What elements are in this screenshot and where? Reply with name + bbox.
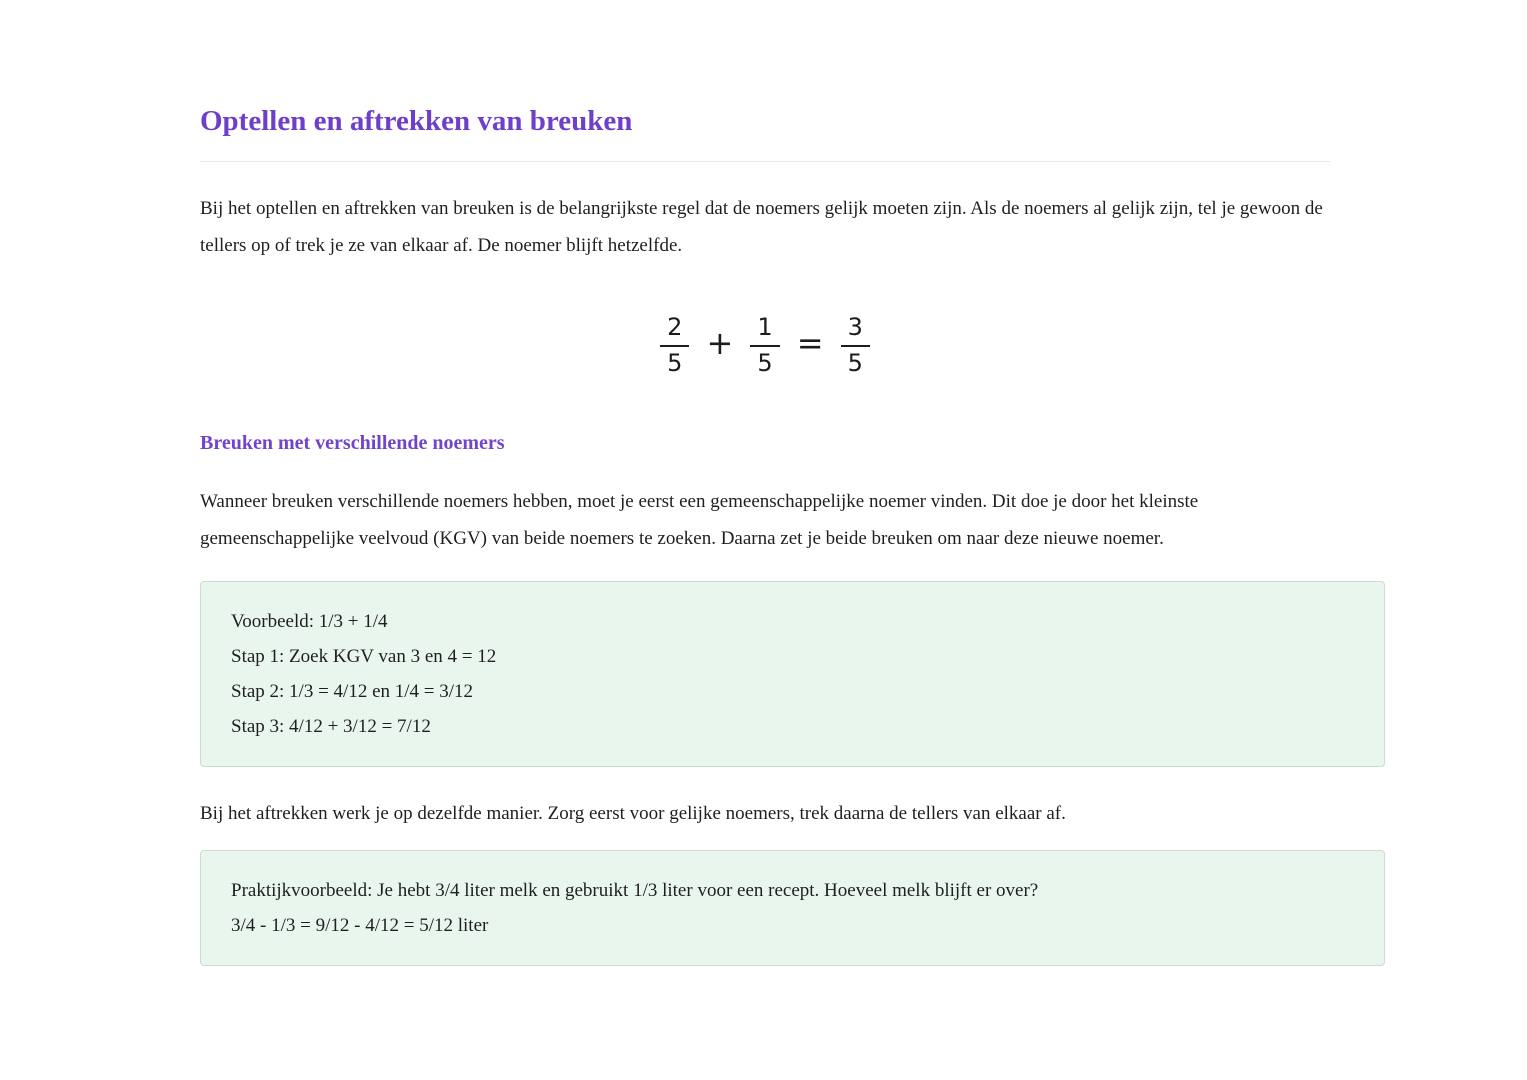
article-content [200, 105, 1385, 966]
practice-line: 3/4 - 1/3 = 9/12 - 4/12 = 5/12 liter [231, 915, 489, 937]
fraction-denominator: 5 [757, 348, 773, 377]
fraction-numerator: 3 [841, 314, 870, 346]
practice-line: Praktijkvoorbeeld: Je hebt 3/4 liter melk en gebruikt 1/3 liter voor een recept. Hoeveel melk blijft er over? [231, 880, 1039, 902]
plus-operator: + [706, 324, 734, 363]
equals-operator: = [796, 324, 824, 363]
fraction-second [750, 314, 779, 376]
fraction-first [660, 314, 689, 376]
intro-paragraph: Bij het optellen en aftrekken van breuken is de belangrijkste regel dat de noemers gelijk moeten zijn. Als de noemers al gelijk zijn, tel je gewoon de tellers op of trek je ze van elkaar af. De noemer blijft hetzelfde. [200, 198, 1323, 257]
section-paragraph: Wanneer breuken verschillende noemers hebben, moet je eerst een gemeenschappelijke noemer vinden. Dit doe je door het kleinste gemeenschappelijke veelvoud (KGV) van beide noemers te zoeken. Daarna zet je beide breuken om naar deze nieuwe noemer. [200, 491, 1199, 550]
example-box [200, 581, 1385, 767]
fraction-numerator: 2 [660, 314, 689, 346]
example-line: Voorbeeld: 1/3 + 1/4 [231, 611, 388, 633]
page-title: Optellen en aftrekken van breuken [200, 105, 633, 137]
fraction-numerator: 1 [750, 314, 779, 346]
practice-example-box [200, 850, 1385, 966]
fraction-result [841, 314, 870, 376]
title-divider [200, 161, 1330, 162]
section-heading: Breuken met verschillende noemers [200, 432, 505, 455]
fraction-equation [200, 314, 1330, 376]
example-line: Stap 2: 1/3 = 4/12 en 1/4 = 3/12 [231, 681, 474, 703]
fraction-denominator: 5 [847, 348, 863, 377]
example-line: Stap 1: Zoek KGV van 3 en 4 = 12 [231, 646, 497, 668]
example-line: Stap 3: 4/12 + 3/12 = 7/12 [231, 716, 431, 738]
fraction-denominator: 5 [667, 348, 683, 377]
subtraction-paragraph: Bij het aftrekken werk je op dezelfde manier. Zorg eerst voor gelijke noemers, trek daarna de tellers van elkaar af. [200, 803, 1066, 825]
